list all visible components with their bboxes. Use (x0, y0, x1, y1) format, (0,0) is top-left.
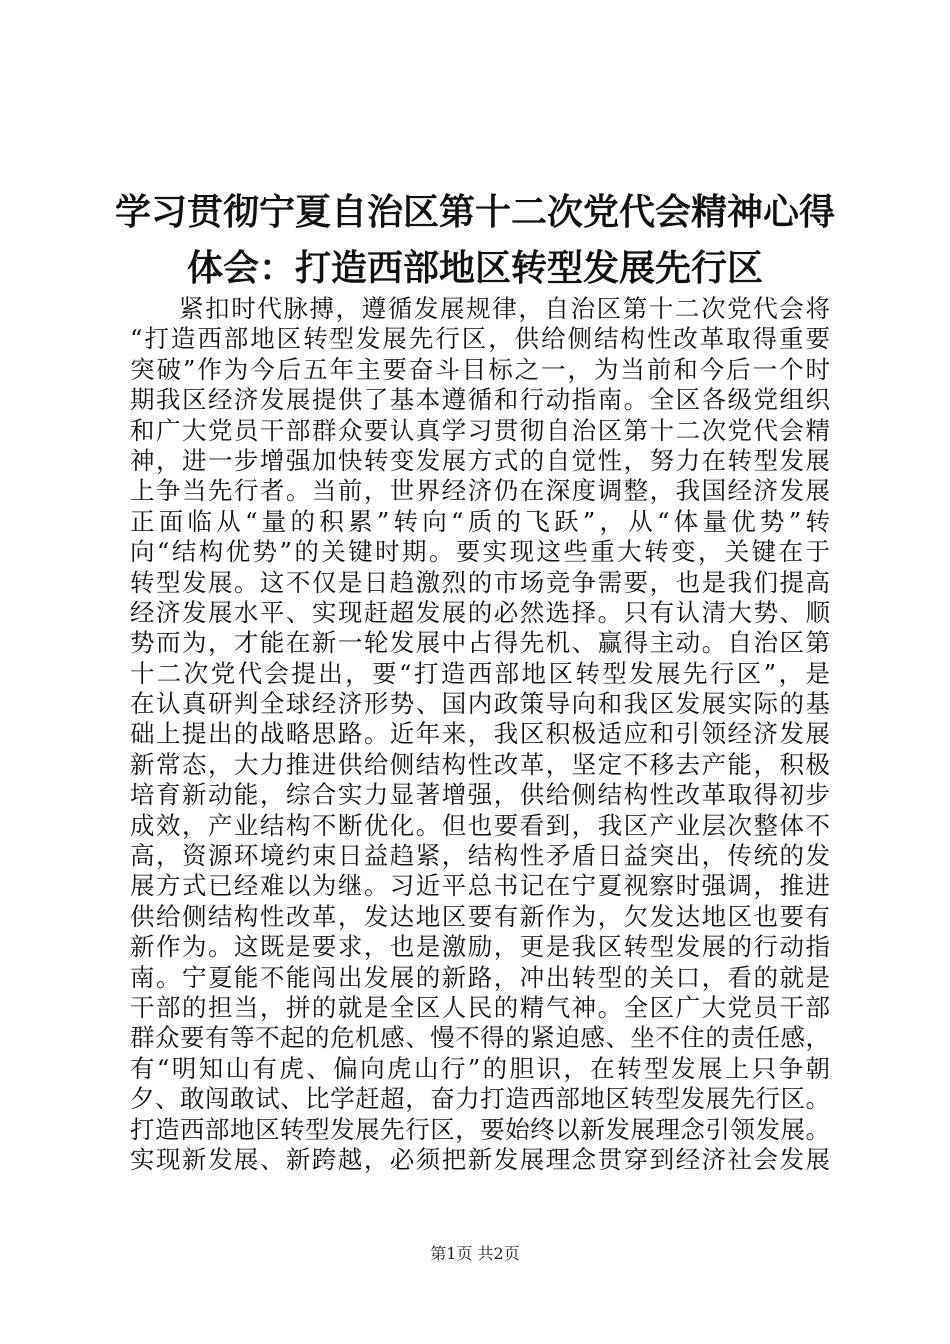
body-line: 在认真研判全球经济形势、国内政策导向和我区发展实际的基 (130, 689, 830, 719)
body-line: 和广大党员干部群众要认真学习贯彻自治区第十二次党代会精 (130, 415, 830, 445)
body-line: 有“明知山有虎、偏向虎山行”的胆识，在转型发展上只争朝 (130, 1053, 830, 1083)
body-line: “打造西部地区转型发展先行区，供给侧结构性改革取得重要 (130, 324, 830, 354)
body-line: 供给侧结构性改革，发达地区要有新作为，欠发达地区也要有 (130, 901, 830, 931)
document-title (90, 184, 860, 296)
page-footer: 第1页 共2页 (430, 1244, 520, 1263)
body-line: 突破”作为今后五年主要奋斗目标之一，为当前和今后一个时 (130, 354, 830, 384)
title-line-1: 学习贯彻宁夏自治区第十二次党代会精神心得 (114, 191, 835, 233)
body-line: 干部的担当，拼的就是全区人民的精气神。全区广大党员干部 (130, 992, 830, 1022)
body-line: 培育新动能，综合实力显著增强，供给侧结构性改革取得初步 (130, 780, 830, 810)
body-line: 新常态，大力推进供给侧结构性改革，坚定不移去产能，积极 (130, 749, 830, 779)
title-line-2: 体会：打造西部地区转型发展先行区 (186, 247, 763, 289)
body-line: 正面临从“量的积累”转向“质的飞跃”，从“体量优势”转 (130, 506, 830, 536)
body-line: 十二次党代会提出，要“打造西部地区转型发展先行区”，是 (130, 658, 830, 688)
body-line: 实现新发展、新跨越，必须把新发展理念贯穿到经济社会发展 (130, 1144, 830, 1174)
body-paragraph (130, 294, 830, 1175)
body-line: 紧扣时代脉搏，遵循发展规律，自治区第十二次党代会将 (179, 294, 830, 323)
body-line: 经济发展水平、实现赶超发展的必然选择。只有认清大势、顺 (130, 597, 830, 627)
body-line: 新作为。这既是要求，也是激励，更是我区转型发展的行动指 (130, 932, 830, 962)
body-line: 上争当先行者。当前，世界经济仍在深度调整，我国经济发展 (130, 476, 830, 506)
body-line: 打造西部地区转型发展先行区，要始终以新发展理念引领发展。 (130, 1114, 830, 1144)
body-line: 群众要有等不起的危机感、慢不得的紧迫感、坐不住的责任感， (130, 1023, 830, 1053)
body-line: 成效，产业结构不断优化。但也要看到，我区产业层次整体不 (130, 810, 830, 840)
body-line: 期我区经济发展提供了基本遵循和行动指南。全区各级党组织 (130, 385, 830, 415)
body-line: 展方式已经难以为继。习近平总书记在宁夏视察时强调，推进 (130, 871, 830, 901)
body-line: 转型发展。这不仅是日趋激烈的市场竞争需要，也是我们提高 (130, 567, 830, 597)
body-line: 础上提出的战略思路。近年来，我区积极适应和引领经济发展 (130, 719, 830, 749)
body-line: 夕、敢闯敢试、比学赶超，奋力打造西部地区转型发展先行区。 (130, 1084, 830, 1114)
body-line: 南。宁夏能不能闯出发展的新路，冲出转型的关口，看的就是 (130, 962, 830, 992)
body-line: 势而为，才能在新一轮发展中占得先机、赢得主动。自治区第 (130, 628, 830, 658)
body-line: 高，资源环境约束日益趋紧，结构性矛盾日益突出，传统的发 (130, 841, 830, 871)
body-line: 神，进一步增强加快转变发展方式的自觉性，努力在转型发展 (130, 445, 830, 475)
body-line: 向“结构优势”的关键时期。要实现这些重大转变，关键在于 (130, 537, 830, 567)
